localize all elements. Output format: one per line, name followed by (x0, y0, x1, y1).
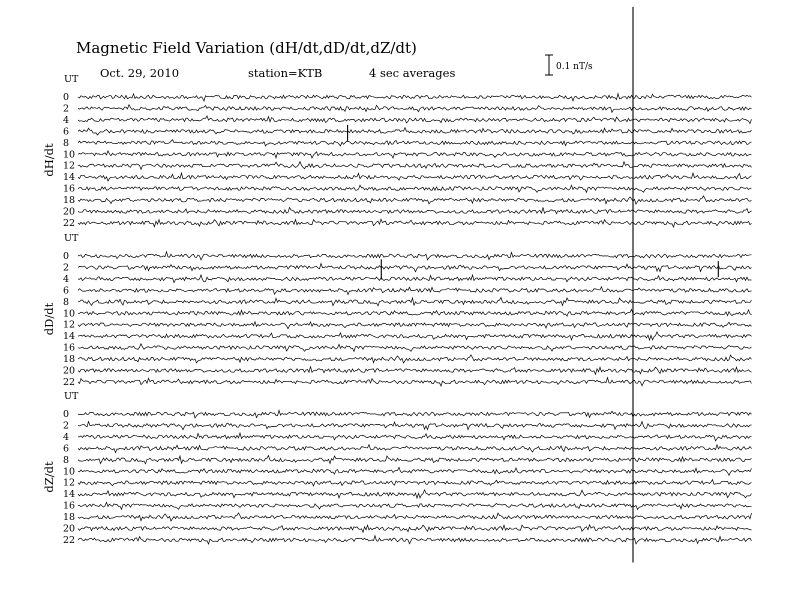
row-hour-label: 6 (63, 285, 70, 297)
row-hour-label: 20 (63, 365, 76, 377)
panels (42, 74, 752, 546)
row-hour-label: 10 (63, 466, 76, 478)
ut-label: UT (64, 233, 79, 244)
row-hour-label: 6 (63, 443, 70, 455)
row-hour-label: 18 (63, 512, 76, 524)
row-hour-label: 2 (63, 262, 70, 274)
trace-row (78, 480, 752, 486)
scale-bar-label: 0.1 nT/s (556, 62, 593, 72)
row-hour-label: 0 (63, 409, 70, 420)
trace-row (78, 298, 752, 306)
ut-label: UT (64, 74, 79, 85)
row-hour-label: 12 (63, 160, 76, 172)
scale-bar (545, 55, 593, 75)
row-hour-label: 4 (63, 273, 70, 285)
row-hour-label: 18 (63, 195, 76, 207)
trace-row (78, 116, 752, 124)
trace-row (78, 366, 752, 374)
row-hour-label: 12 (63, 477, 76, 489)
trace-row (78, 173, 752, 181)
trace-row (78, 378, 752, 386)
trace-row (78, 252, 752, 260)
chart-date: Oct. 29, 2010 (100, 66, 180, 80)
row-hour-label: 6 (63, 126, 70, 138)
trace-row (78, 128, 752, 135)
row-hour-label: 18 (63, 354, 76, 366)
panel-ylabel: dZ/dt (42, 461, 56, 493)
trace-row (78, 525, 752, 533)
row-hour-label: 16 (63, 500, 76, 512)
row-hour-label: 14 (63, 331, 76, 343)
panel-dD-dt (42, 233, 752, 388)
chart-station: station=KTB (248, 66, 323, 80)
row-hour-label: 2 (63, 103, 70, 115)
trace-row (78, 490, 752, 498)
panel-dH-dt (42, 74, 752, 229)
trace-row (78, 287, 752, 295)
trace-row (78, 445, 752, 453)
trace-row (78, 151, 752, 158)
chart-averaging: 4 sec averages (369, 66, 456, 80)
row-hour-label: 0 (63, 92, 70, 103)
row-hour-label: 8 (63, 296, 70, 308)
trace-row (78, 513, 752, 521)
trace-row (78, 275, 752, 283)
panel-ylabel: dD/dt (42, 302, 56, 336)
row-hour-label: 22 (63, 217, 76, 229)
row-hour-label: 4 (63, 114, 70, 126)
trace-row (78, 344, 752, 352)
panel-dZ-dt (42, 391, 752, 546)
row-hour-label: 16 (63, 183, 76, 195)
trace-row (78, 355, 752, 363)
row-hour-label: 20 (63, 206, 76, 218)
trace-row (78, 264, 752, 272)
trace-row (78, 196, 752, 204)
row-hour-label: 14 (63, 489, 76, 501)
row-hour-label: 16 (63, 342, 76, 354)
row-hour-label: 22 (63, 534, 76, 546)
trace-row (78, 502, 752, 509)
trace-row (78, 140, 752, 146)
row-hour-label: 14 (63, 172, 76, 184)
row-hour-label: 8 (63, 454, 70, 466)
row-hour-label: 2 (63, 420, 70, 432)
row-hour-label: 12 (63, 319, 76, 331)
panel-ylabel: dH/dt (42, 143, 56, 177)
row-hour-label: 10 (63, 149, 76, 161)
row-hour-label: 10 (63, 308, 76, 320)
trace-row (78, 94, 752, 101)
trace-row (78, 332, 752, 340)
trace-row (78, 309, 752, 316)
chart-title: Magnetic Field Variation (dH/dt,dD/dt,dZ/dt) (76, 39, 417, 57)
trace-row (78, 207, 752, 213)
trace-row (78, 219, 752, 227)
trace-row (78, 467, 752, 475)
trace-row (78, 162, 752, 170)
trace-row (78, 185, 752, 192)
trace-row (78, 433, 752, 441)
ut-label: UT (64, 391, 79, 402)
spikes (633, 0, 792, 570)
row-hour-label: 8 (63, 137, 70, 149)
trace-row (78, 410, 752, 418)
row-hour-label: 22 (63, 376, 76, 388)
trace-row (78, 322, 752, 329)
trace-row (78, 536, 752, 544)
trace-row (78, 456, 752, 464)
trace-row (78, 422, 752, 430)
row-hour-label: 0 (63, 251, 70, 262)
row-hour-label: 20 (63, 523, 76, 535)
row-hour-label: 4 (63, 431, 70, 443)
trace-row (78, 105, 752, 113)
